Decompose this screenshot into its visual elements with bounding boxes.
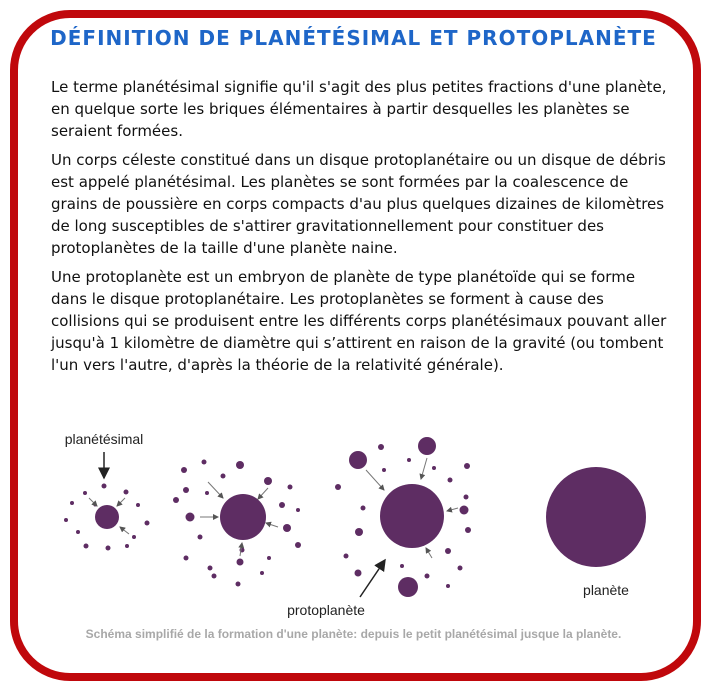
label-planetesimal: planétésimal: [64, 431, 144, 447]
planet-body: [546, 467, 646, 567]
stage-growth: [173, 460, 301, 587]
stage-planet: [546, 467, 646, 567]
paragraph-2: Un corps céleste constitué dans un disque protoplanétaire ou un disque de débris est appelé planétésimal. Les planètes se sont formées par la coalescence de grains de poussière en corps compacts d'au plus quelques dizaines de kilomètres de long susceptibles de s'attirer gravitationnellement pour constituer des protoplanètes de la taille d'une planète naine.: [51, 151, 666, 257]
label-planet: planète: [583, 582, 629, 598]
diagram-caption: Schéma simplifié de la formation d'une planète: depuis le petit planétésimal jusque la planète.: [85, 627, 622, 641]
stage-planetesimal: [64, 452, 150, 551]
paragraph-3: Une protoplanète est un embryon de planète de type planétoïde qui se forme dans le disque protoplanétaire. Les protoplanètes se forment à cause des collisions qui se produisent entre les différents corps planétésimaux pouvant aller jusqu'à 1 kilomètre de diamètre qui s’attirent en raison de la gravité (ou tombent l'un vers l'autre, d'après la théorie de la relativité générale).: [51, 268, 667, 374]
growing-body: [220, 494, 266, 540]
stage-protoplanet: [335, 437, 471, 597]
planetesimal-body: [95, 505, 119, 529]
paragraph-1: Le terme planétésimal signifie qu'il s'agit des plus petites fractions d'une planète, en quelque sorte les briques élémentaires à partir desquelles les planètes se seraient formées.: [51, 78, 667, 140]
label-protoplanet: protoplanète: [287, 602, 365, 618]
protoplanet-body: [380, 484, 444, 548]
page-title: DÉFINITION DE PLANÉTÉSIMAL ET PROTOPLANÈTE: [50, 26, 657, 50]
